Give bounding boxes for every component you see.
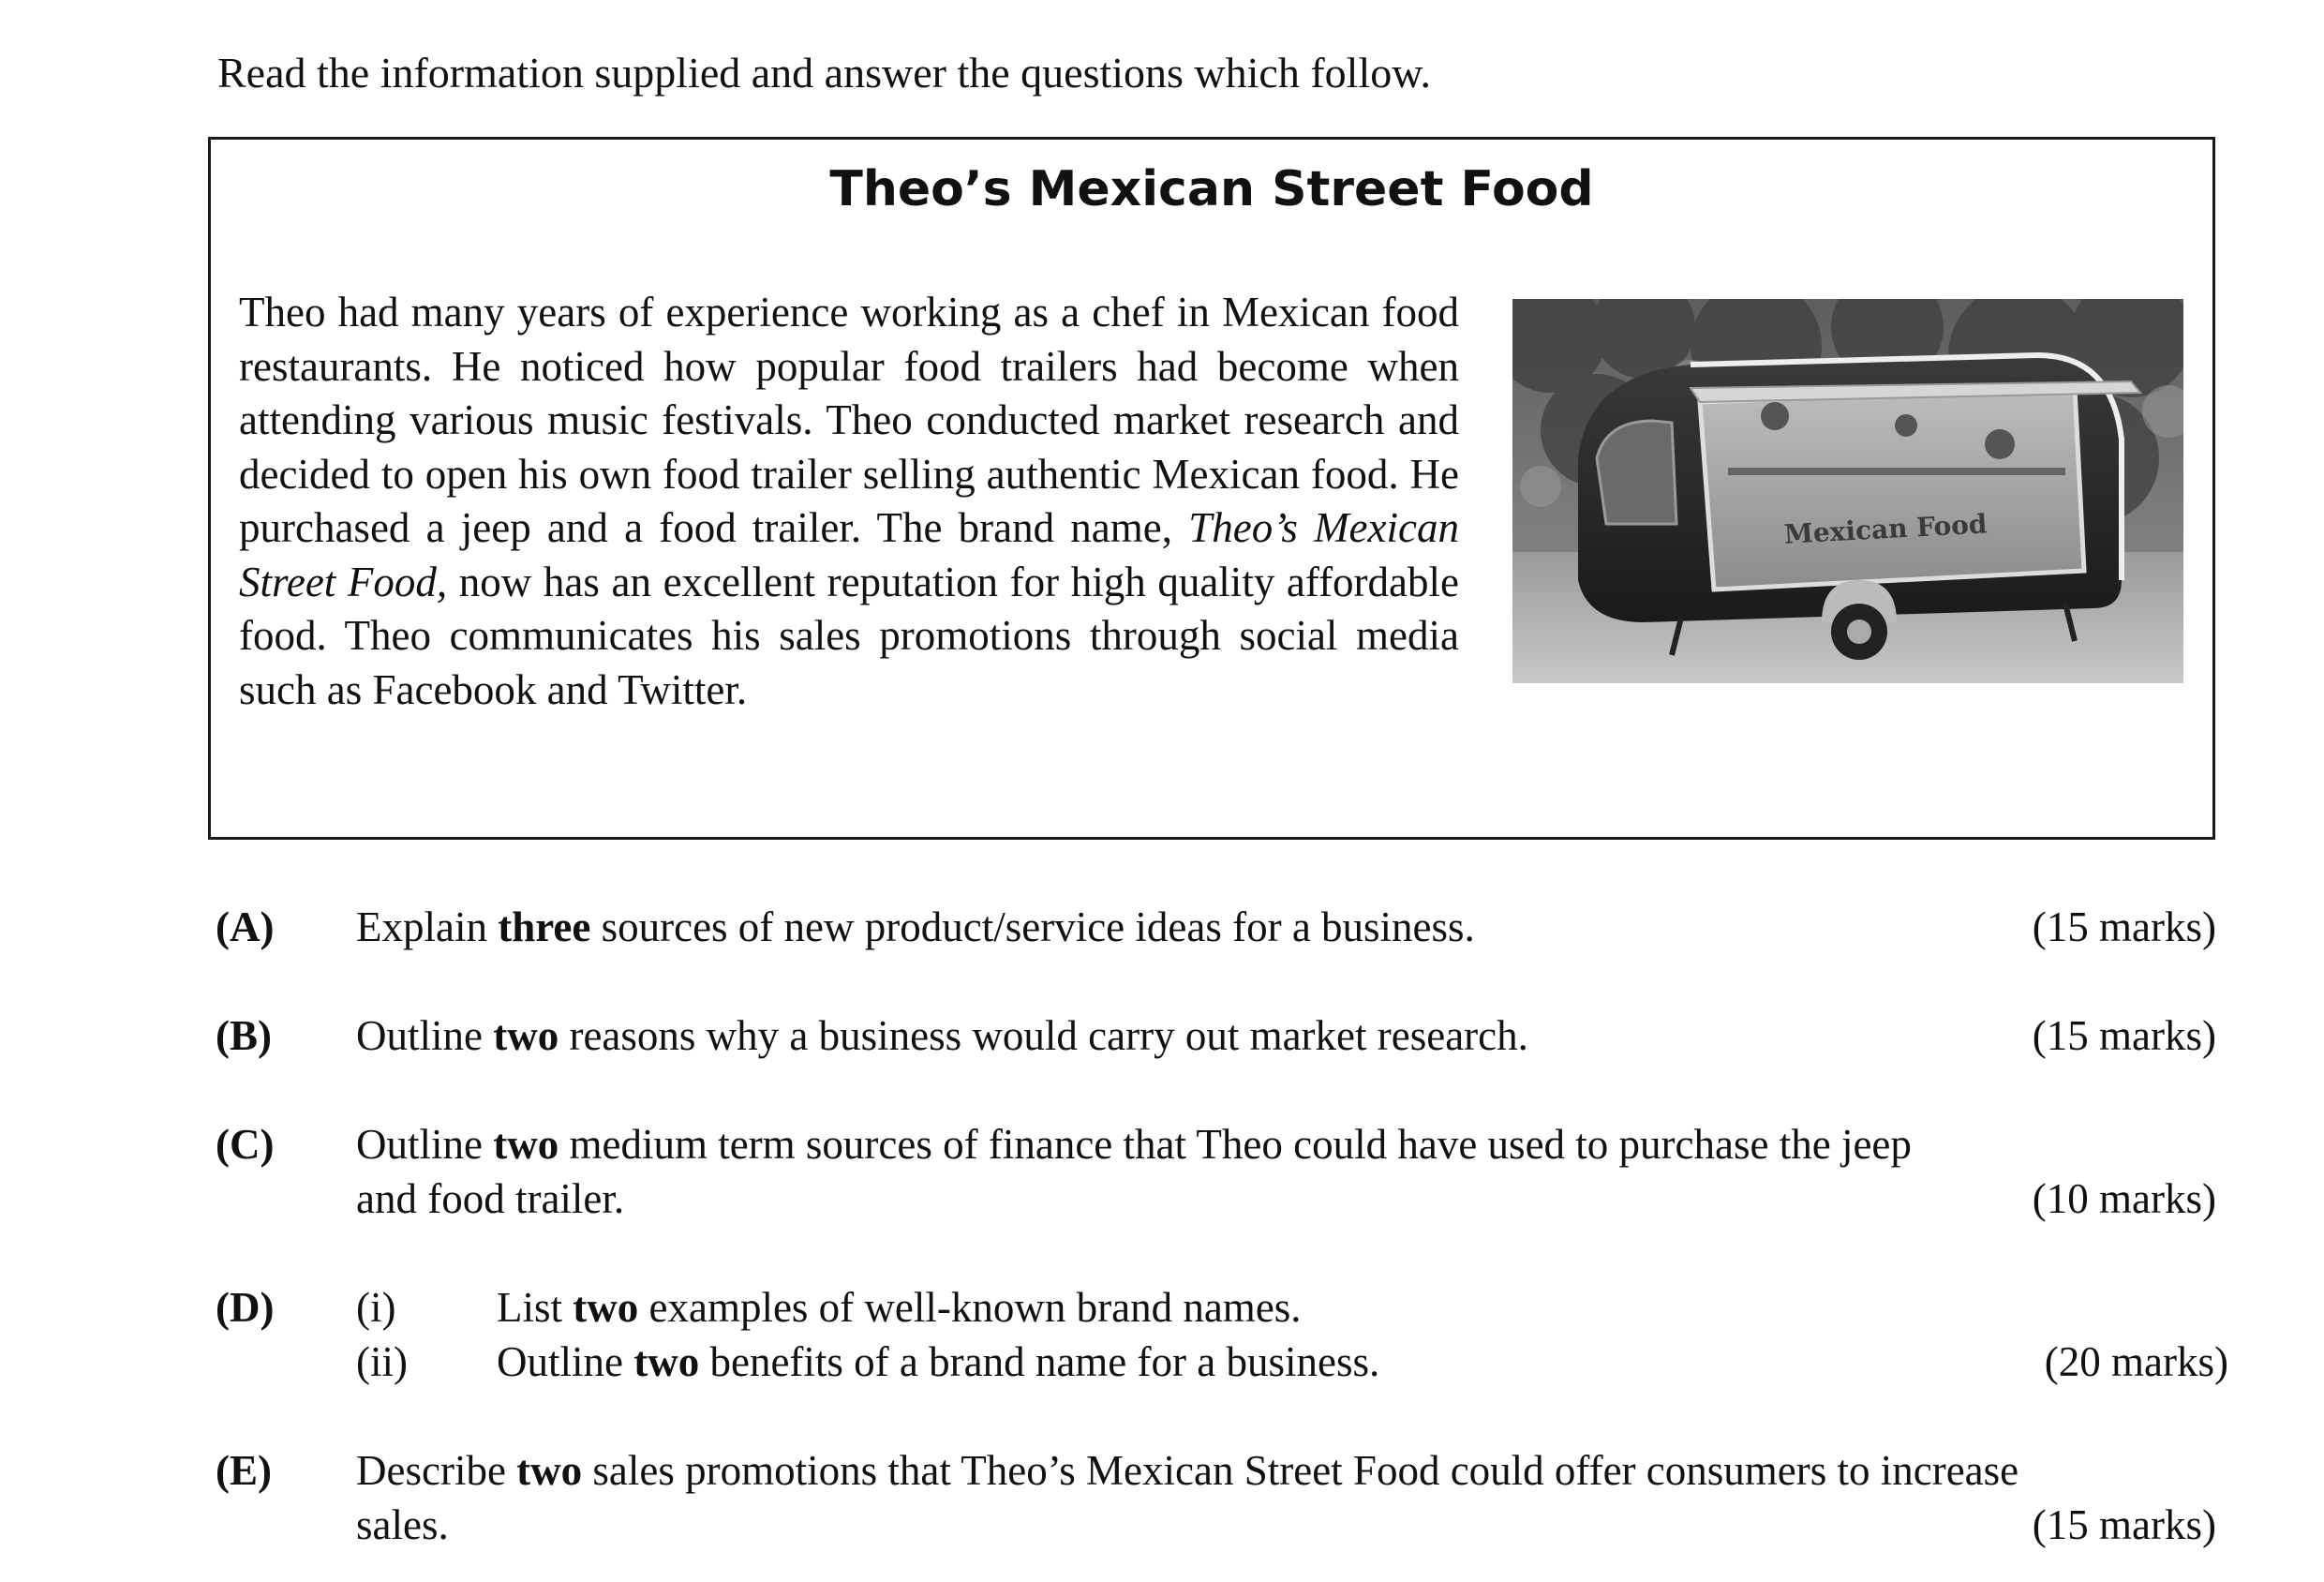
question-text-continued: and food trailer. bbox=[356, 1175, 625, 1222]
case-study-box bbox=[208, 137, 2215, 840]
question-text-part: medium term sources of finance that Theo could have used to purchase the jeep bbox=[559, 1121, 1912, 1168]
question-marks: (10 marks) bbox=[2032, 1175, 2216, 1222]
question-emphasis: two bbox=[573, 1284, 639, 1331]
case-study-title: Theo’s Mexican Street Food bbox=[829, 161, 1594, 217]
question-text-part: Explain bbox=[356, 903, 499, 950]
question-marks: (15 marks) bbox=[2032, 1501, 2216, 1548]
instruction-text: Read the information supplied and answer the questions which follow. bbox=[217, 49, 1431, 97]
question-emphasis: two bbox=[493, 1121, 559, 1168]
question-marks: (15 marks) bbox=[2032, 903, 2216, 950]
passage-text-start: Theo had many years of experience working as a chef in Mexican food restaurants. He noticed how popular food trailers had become when attending various music festivals. Theo conducted market research and decided to open his own food trailer selling authentic Mexican food. He purchased a jeep and a food trailer. The brand name, bbox=[239, 289, 1459, 551]
question-text bbox=[356, 1008, 2230, 1063]
question-text-part: examples of well-known brand names. bbox=[638, 1284, 1302, 1331]
question-letter: (D) bbox=[216, 1284, 275, 1331]
question-text-part: Outline bbox=[356, 1012, 494, 1059]
question-text-part: Outline bbox=[356, 1121, 494, 1168]
question-emphasis: two bbox=[493, 1012, 559, 1059]
sub-question-text bbox=[497, 1280, 1302, 1335]
sub-question-number: (i) bbox=[356, 1284, 396, 1331]
case-study-passage bbox=[239, 286, 1459, 717]
trailer-sign-text: Mexican Food bbox=[1783, 508, 1989, 550]
question-text bbox=[356, 900, 2230, 954]
question-text-part: List bbox=[497, 1284, 574, 1331]
question-letter: (B) bbox=[216, 1012, 272, 1059]
question-text-part: sales promotions that Theo’s Mexican Street Food could offer consumers to increase bbox=[582, 1447, 2019, 1494]
question-text-part: benefits of a brand name for a business. bbox=[699, 1338, 1380, 1385]
passage-text-end: now has an excellent reputation for high quality affordable food. Theo communicates his sales promotions through social media such as Facebook and Twitter. bbox=[239, 558, 1459, 713]
question-emphasis: two bbox=[516, 1447, 583, 1494]
question-text-part: Outline bbox=[497, 1338, 634, 1385]
question-letter: (C) bbox=[216, 1121, 275, 1168]
food-trailer-illustration bbox=[1512, 299, 2183, 683]
question-emphasis: two bbox=[633, 1338, 700, 1385]
question-text-part: reasons why a business would carry out market research. bbox=[559, 1012, 1528, 1059]
question-text bbox=[356, 1117, 2230, 1172]
question-text-part: Describe bbox=[356, 1447, 517, 1494]
sub-question-number: (ii) bbox=[356, 1338, 408, 1385]
question-emphasis: three bbox=[498, 903, 591, 950]
brand-name-italic: Theo’s Mexican Street Food, bbox=[239, 504, 1459, 605]
question-text bbox=[356, 1443, 2230, 1498]
question-letter: (E) bbox=[216, 1447, 272, 1494]
question-marks: (15 marks) bbox=[2032, 1012, 2216, 1059]
question-text-part: sources of new product/service ideas for a business. bbox=[590, 903, 1475, 950]
question-letter: (A) bbox=[216, 903, 275, 950]
food-trailer-photo bbox=[1512, 299, 2183, 683]
question-text-continued: sales. bbox=[356, 1501, 449, 1548]
question-marks: (20 marks) bbox=[2044, 1338, 2228, 1385]
sub-question-text bbox=[497, 1335, 1379, 1389]
